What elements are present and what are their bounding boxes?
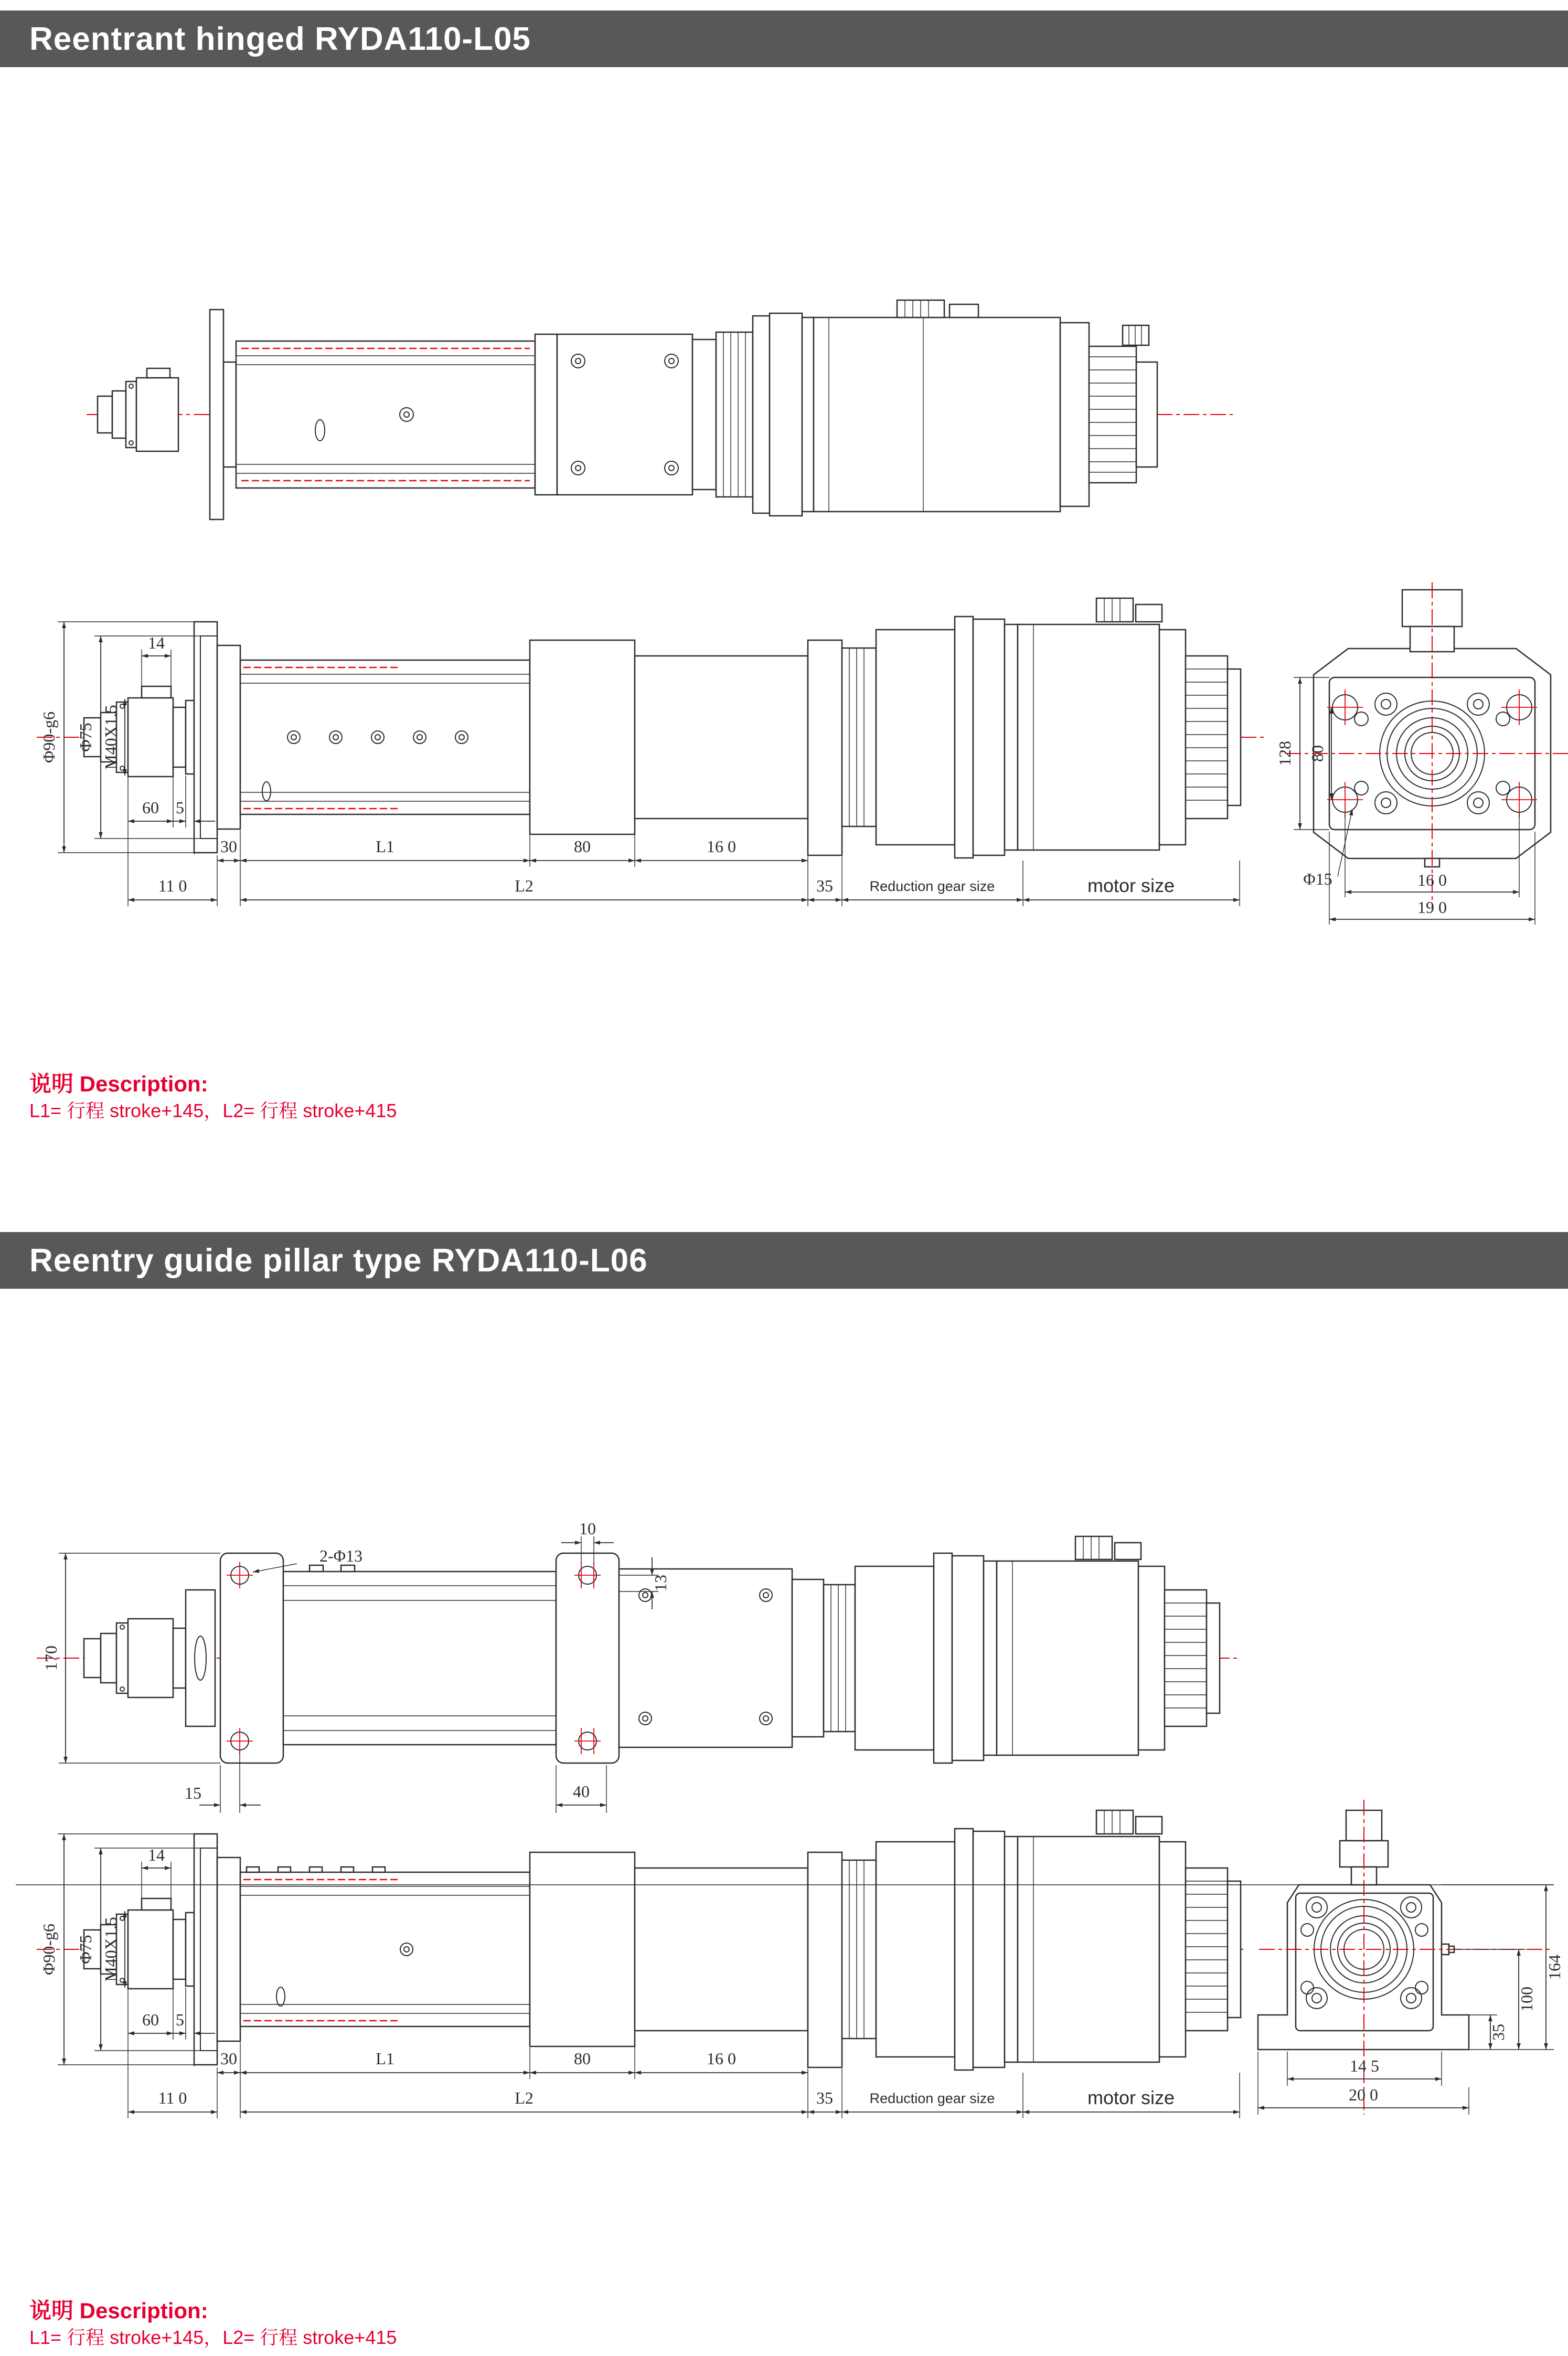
mid-block [535, 334, 692, 495]
label-reduction-gear-size: Reduction gear size [869, 2090, 995, 2106]
mid-block [530, 1852, 808, 2046]
gearbox [808, 1829, 1018, 2070]
dim-thread: M40X1.5 [101, 705, 120, 770]
rod-end [84, 1590, 215, 1726]
dim-35-end: 35 [1489, 2024, 1508, 2041]
motor [814, 300, 1157, 512]
dim-190-end: 19 0 [1417, 898, 1447, 917]
dim-80: 80 [574, 2049, 591, 2068]
dim-phi75: Φ75 [76, 1935, 95, 1964]
section-title-l05: Reentrant hinged RYDA110-L05 [29, 20, 531, 57]
front-flange [194, 1834, 240, 2065]
end-view [1275, 582, 1568, 925]
section-header-l05 [0, 10, 1568, 67]
dim-100: 100 [1517, 1987, 1536, 2012]
drawing-l05-side-view [79, 273, 1311, 535]
dim-L2: L2 [515, 876, 534, 895]
dim-160: 16 0 [707, 837, 736, 856]
mid-block [530, 640, 808, 834]
drawing-l06-dimensioned [16, 1779, 1568, 2146]
dim-L2: L2 [515, 2088, 534, 2107]
motor [997, 1536, 1220, 1755]
description-l06 [29, 2297, 397, 2351]
dim-10: 10 [579, 1519, 596, 1538]
cylinder-body [240, 1867, 530, 2026]
cylinder-body [236, 341, 535, 488]
guide-ear-right [556, 1553, 619, 1763]
dim-60: 60 [142, 798, 159, 817]
drawing-l05-dimensioned [16, 567, 1568, 934]
dim-110: 11 0 [158, 2088, 187, 2107]
motor [1018, 598, 1241, 850]
rod-end [98, 368, 178, 451]
dim-L1: L1 [376, 837, 394, 856]
cylinder-body [283, 1565, 556, 1745]
dim-phi90: Φ90-g6 [39, 1923, 58, 1976]
cylinder-body [240, 660, 530, 814]
description-l05 [29, 1070, 397, 1124]
dim-2phi13: 2-Φ13 [319, 1546, 363, 1565]
dim-5: 5 [176, 798, 184, 817]
description-body-l05: L1= 行程 stroke+145，L2= 行程 stroke+415 [29, 1100, 397, 1121]
dim-160: 16 0 [707, 2049, 736, 2068]
description-title-l05: 说明 Description: [29, 1071, 208, 1096]
label-motor-size: motor size [1087, 2087, 1175, 2108]
label-reduction-gear-size: Reduction gear size [869, 878, 995, 894]
gearbox [808, 617, 1018, 858]
dim-L1: L1 [376, 2049, 394, 2068]
dim-14: 14 [148, 1845, 165, 1864]
section-title-l06: Reentry guide pillar type RYDA110-L06 [29, 1242, 648, 1279]
dim-5: 5 [176, 2010, 184, 2029]
dim-60: 60 [142, 2010, 159, 2029]
dim-30: 30 [220, 2049, 237, 2068]
dim-80: 80 [574, 837, 591, 856]
description-title-l06: 说明 Description: [29, 2298, 208, 2323]
dim-13: 13 [651, 1575, 670, 1591]
motor [1018, 1810, 1241, 2062]
dim-40: 40 [573, 1782, 590, 1801]
label-motor-size: motor size [1087, 875, 1175, 896]
dim-200-end: 20 0 [1349, 2085, 1378, 2104]
dim-164: 164 [1545, 1955, 1564, 1980]
dim-15: 15 [185, 1784, 201, 1802]
section-header-l06 [0, 1232, 1568, 1289]
dim-phi15: Φ15 [1303, 869, 1332, 888]
dim-35: 35 [816, 876, 833, 895]
dim-110: 11 0 [158, 876, 187, 895]
description-body-l06: L1= 行程 stroke+145，L2= 行程 stroke+415 [29, 2327, 397, 2348]
front-flange [194, 622, 240, 853]
gearbox [792, 1553, 997, 1763]
gearbox [692, 313, 814, 516]
guide-ear-left [220, 1553, 283, 1763]
dim-phi75: Φ75 [76, 723, 95, 752]
front-flange [210, 310, 236, 519]
dim-145-end: 14 5 [1350, 2056, 1379, 2075]
dim-30: 30 [220, 837, 237, 856]
dim-35: 35 [816, 2088, 833, 2107]
dim-160-end: 16 0 [1417, 871, 1447, 889]
dim-thread: M40X1.5 [101, 1917, 120, 1982]
mid-block [619, 1569, 792, 1747]
dim-14: 14 [148, 633, 165, 652]
dim-170: 170 [41, 1646, 60, 1671]
dim-80-end: 80 [1308, 745, 1327, 762]
dim-128: 128 [1275, 741, 1294, 766]
dim-phi90: Φ90-g6 [39, 711, 58, 763]
